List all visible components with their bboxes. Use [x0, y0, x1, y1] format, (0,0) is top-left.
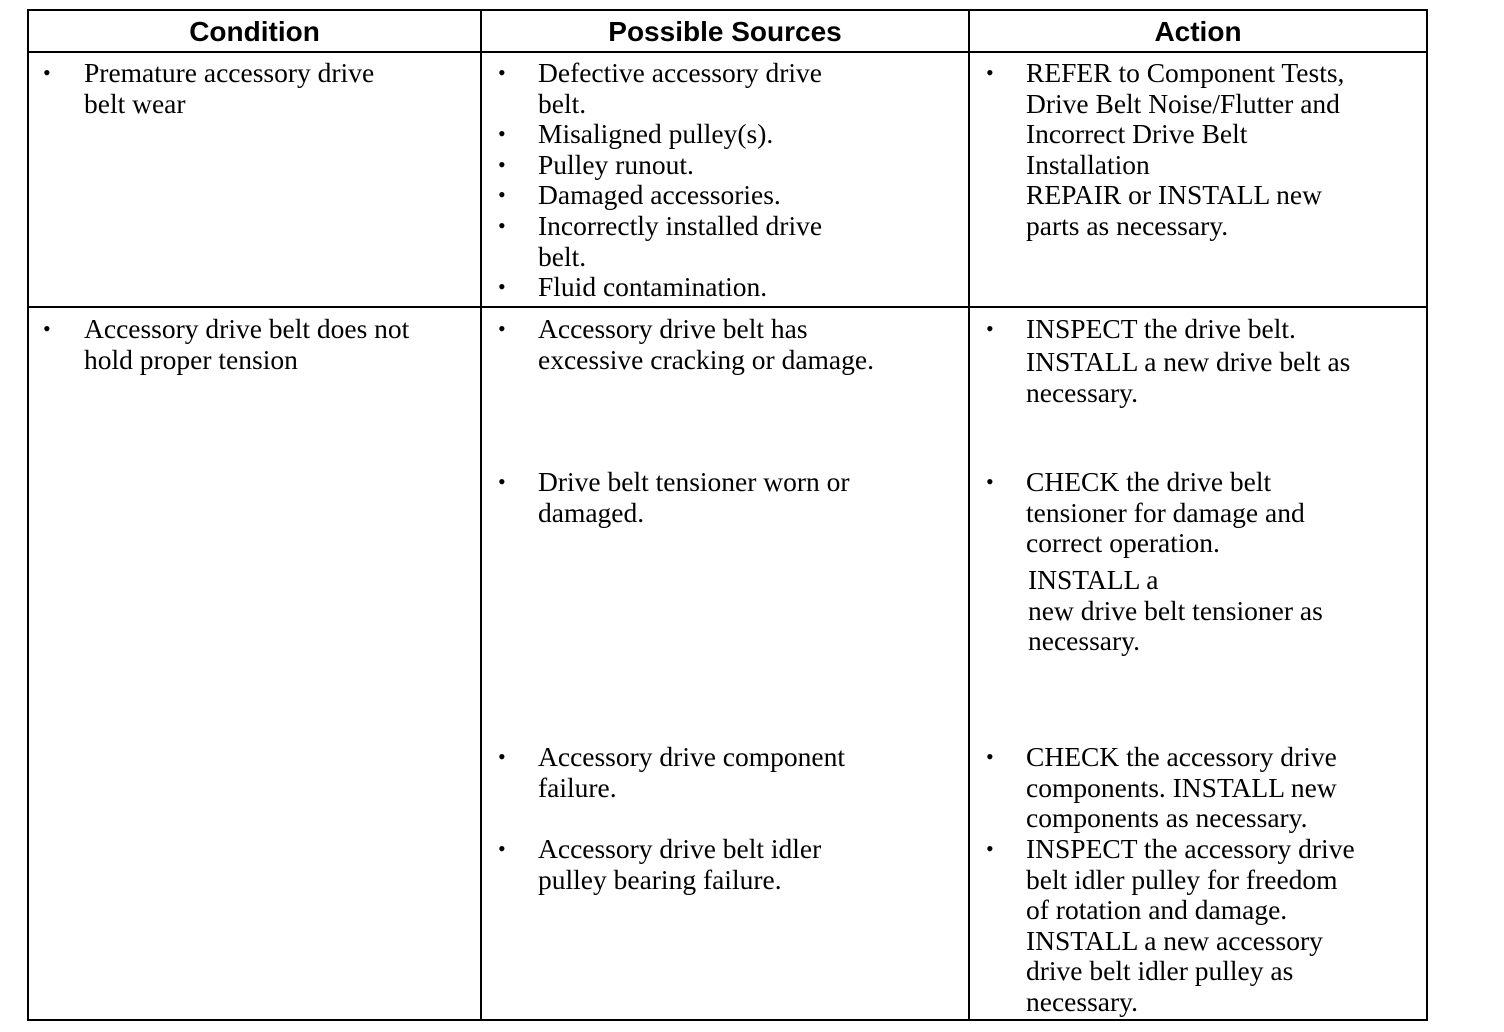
bullet-icon: • [498, 60, 506, 85]
source-item: Drive belt tensioner worn or damaged. [538, 466, 850, 528]
bullet-icon: • [43, 60, 51, 85]
source-item: Pulley runout. [538, 149, 694, 180]
action-item: REFER to Component Tests, Drive Belt Noise/Flutter and Incorrect Drive Belt Installation REPAIR or INSTALL new parts as necessary. [1026, 57, 1345, 241]
header-action: Action [1154, 15, 1242, 47]
condition-item: Accessory drive belt does not hold proper tension [84, 313, 410, 375]
action-item-continuation: INSTALL a new drive belt as necessary. [1026, 346, 1351, 408]
source-item: Misaligned pulley(s). [538, 118, 774, 149]
column-divider [480, 11, 482, 1019]
bullet-icon: • [498, 744, 506, 769]
bullet-icon: • [498, 152, 506, 177]
bullet-icon: • [986, 469, 994, 494]
row-divider [29, 306, 1426, 308]
action-item: CHECK the accessory drive components. INSTALL new components as necessary. [1026, 741, 1337, 833]
action-item-continuation: INSTALL a new drive belt tensioner as necessary. [1028, 564, 1323, 656]
bullet-icon: • [986, 60, 994, 85]
source-item: Defective accessory drive belt. [538, 57, 823, 119]
bullet-icon: • [986, 836, 994, 861]
action-item: INSPECT the drive belt. [1026, 313, 1296, 344]
source-item: Damaged accessories. [538, 179, 781, 210]
condition-item: Premature accessory drive belt wear [84, 57, 375, 119]
action-item: INSPECT the accessory drive belt idler pulley for freedom of rotation and damage. INSTALL a new accessory drive belt idler pulley as necessary. [1026, 833, 1355, 1017]
action-item: CHECK the drive belt tensioner for damage and correct operation. [1026, 466, 1305, 558]
header-condition: Condition [189, 15, 320, 47]
bullet-icon: • [498, 316, 506, 341]
header-possible-sources: Possible Sources [608, 15, 842, 47]
source-item: Accessory drive belt idler pulley bearing failure. [538, 833, 822, 895]
bullet-icon: • [498, 469, 506, 494]
bullet-icon: • [498, 213, 506, 238]
bullet-icon: • [498, 182, 506, 207]
bullet-icon: • [498, 836, 506, 861]
bullet-icon: • [986, 316, 994, 341]
source-item: Accessory drive belt has excessive cracking or damage. [538, 313, 874, 375]
bullet-icon: • [498, 121, 506, 146]
column-divider [968, 11, 970, 1019]
troubleshooting-table [27, 9, 1428, 1021]
source-item: Accessory drive component failure. [538, 741, 845, 803]
bullet-icon: • [986, 744, 994, 769]
source-item: Fluid contamination. [538, 271, 768, 302]
source-item: Incorrectly installed drive belt. [538, 210, 823, 272]
bullet-icon: • [498, 274, 506, 299]
bullet-icon: • [43, 316, 51, 341]
